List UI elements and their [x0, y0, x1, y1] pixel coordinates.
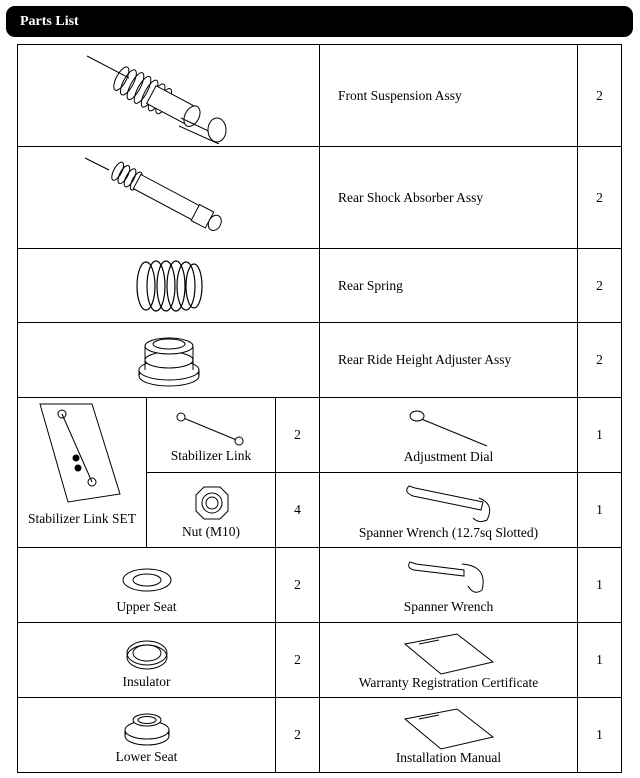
adjustment-dial-label: Adjustment Dial: [403, 449, 494, 464]
rear-shock-image: [18, 147, 320, 249]
upper-seat-qty: 2: [276, 548, 320, 623]
insulator-icon: [117, 631, 177, 675]
front-suspension-label: Front Suspension Assy: [320, 45, 578, 147]
spanner-slotted-qty: 1: [578, 473, 622, 548]
rear-spring-label: Rear Spring: [320, 249, 578, 323]
spanner-slotted-label: Spanner Wrench (12.7sq Slotted): [358, 525, 539, 540]
table-row: [18, 398, 622, 473]
lower-seat-cell: [18, 698, 276, 773]
rear-spring-icon: [124, 253, 214, 319]
nut-qty: 4: [276, 473, 320, 548]
lower-seat-icon: [117, 706, 177, 750]
adjustment-dial-icon: [399, 406, 499, 450]
table-row: [18, 698, 622, 773]
stabilizer-set-cell: [18, 398, 147, 548]
spanner-wrench-icon: [404, 556, 494, 600]
table-row: [18, 249, 622, 323]
front-suspension-icon: [69, 48, 269, 144]
insulator-cell: [18, 623, 276, 698]
warranty-qty: 1: [578, 623, 622, 698]
nut-cell: [147, 473, 276, 548]
rear-spring-qty: 2: [578, 249, 622, 323]
warranty-label: Warranty Registration Certificate: [358, 675, 539, 690]
insulator-qty: 2: [276, 623, 320, 698]
warranty-cell: [320, 623, 578, 698]
spanner-slotted-cell: [320, 473, 578, 548]
rear-spring-image: [18, 249, 320, 323]
rear-adjuster-image: [18, 323, 320, 398]
rear-adjuster-icon: [129, 326, 209, 394]
upper-seat-label: Upper Seat: [116, 599, 177, 614]
stabilizer-set-label: Stabilizer Link SET: [28, 511, 136, 526]
parts-list-title: Parts List: [20, 14, 79, 29]
nut-icon: [186, 481, 236, 525]
table-row: [18, 323, 622, 398]
stabilizer-set-icon: [32, 402, 132, 512]
table-row: [18, 623, 622, 698]
upper-seat-icon: [117, 556, 177, 600]
parts-list-header: [6, 6, 633, 37]
nut-label: Nut (M10): [181, 524, 241, 539]
adjustment-dial-cell: [320, 398, 578, 473]
upper-seat-cell: [18, 548, 276, 623]
spanner-wrench-qty: 1: [578, 548, 622, 623]
spanner-wrench-cell: [320, 548, 578, 623]
insulator-label: Insulator: [122, 674, 171, 689]
table-row: [18, 45, 622, 147]
stabilizer-link-label: Stabilizer Link: [170, 448, 252, 463]
manual-document-icon: [399, 705, 499, 751]
lower-seat-label: Lower Seat: [115, 749, 178, 764]
spanner-wrench-label: Spanner Wrench: [403, 599, 494, 614]
warranty-document-icon: [399, 630, 499, 676]
adjustment-dial-qty: 1: [578, 398, 622, 473]
parts-table: [17, 44, 622, 773]
manual-cell: [320, 698, 578, 773]
table-row: [18, 147, 622, 249]
spanner-slotted-icon: [399, 480, 499, 526]
front-suspension-image: [18, 45, 320, 147]
stabilizer-link-cell: [147, 398, 276, 473]
stabilizer-link-icon: [171, 407, 251, 449]
rear-shock-qty: 2: [578, 147, 622, 249]
rear-shock-label: Rear Shock Absorber Assy: [320, 147, 578, 249]
manual-label: Installation Manual: [395, 750, 502, 765]
table-row: [18, 548, 622, 623]
rear-adjuster-qty: 2: [578, 323, 622, 398]
lower-seat-qty: 2: [276, 698, 320, 773]
rear-shock-icon: [69, 150, 269, 246]
stabilizer-link-qty: 2: [276, 398, 320, 473]
front-suspension-qty: 2: [578, 45, 622, 147]
manual-qty: 1: [578, 698, 622, 773]
rear-adjuster-label: Rear Ride Height Adjuster Assy: [320, 323, 578, 398]
